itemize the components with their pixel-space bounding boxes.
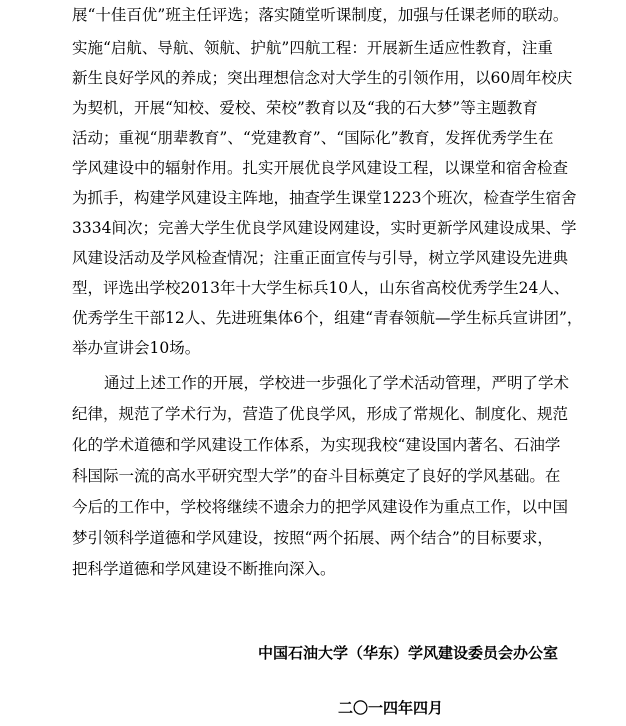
paragraph-1-line: 为契机，开展“知校、爱校、荣校”教育以及“我的石大梦”等主题教育	[72, 99, 538, 117]
paragraph-1-line: 为抓手，构建学风建设主阵地，抽查学生课堂1223个班次，检查学生宿舍	[72, 189, 577, 207]
paragraph-1-line: 活动；重视“朋辈教育”、“党建教育”、“国际化”教育，发挥优秀学生在	[72, 129, 554, 147]
paragraph-1-line: 3334间次；完善大学生优良学风建设网建设，实时更新学风建设成果、学	[72, 219, 577, 237]
paragraph-2-line: 通过上述工作的开展，学校进一步强化了学术活动管理，严明了学术	[104, 374, 570, 392]
paragraph-1-line: 学风建设中的辐射作用。扎实开展优良学风建设工程，以课堂和宿舍检查	[72, 159, 569, 177]
paragraph-2-line: 纪律，规范了学术行为，营造了优良学风，形成了常规化、制度化、规范	[72, 405, 569, 423]
paragraph-1-line: 风建设活动及学风检查情况；注重正面宣传与引导，树立学风建设先进典	[72, 249, 569, 267]
paragraph-1-line: 展“十佳百优”班主任评选；落实随堂听课制度，加强与任课老师的联动。	[72, 6, 569, 24]
paragraph-1-line: 新生良好学风的养成；突出理想信念对大学生的引领作用，以60周年校庆	[72, 69, 573, 87]
paragraph-2-line: 化的学术道德和学风建设工作体系，为实现我校“建设国内著名、石油学	[72, 436, 561, 454]
signature-date: 二〇一四年四月	[338, 699, 444, 717]
paragraph-2-line: 科国际一流的高水平研究型大学”的奋斗目标奠定了良好的学风基础。在	[72, 467, 561, 485]
paragraph-1-line: 型，评选出学校2013年十大学生标兵10人，山东省高校优秀学生24人、	[72, 279, 570, 297]
paragraph-2-line: 今后的工作中，学校将继续不遗余力的把学风建设作为重点工作，以中国	[72, 498, 569, 516]
paragraph-1-line: 优秀学生干部12人、先进班集体6个，组建“青春领航—学生标兵宣讲团”，	[72, 309, 583, 327]
paragraph-2-line: 梦引领科学道德和学风建设，按照“两个拓展、两个结合”的目标要求，	[72, 529, 553, 547]
paragraph-2-line: 把科学道德和学风建设不断推向深入。	[72, 560, 336, 578]
paragraph-1-line: 实施“启航、导航、领航、护航”四航工程：开展新生适应性教育，注重	[72, 39, 553, 57]
paragraph-1-line: 举办宣讲会10场。	[72, 339, 201, 357]
signature-organization: 中国石油大学（华东）学风建设委员会办公室	[258, 644, 559, 662]
